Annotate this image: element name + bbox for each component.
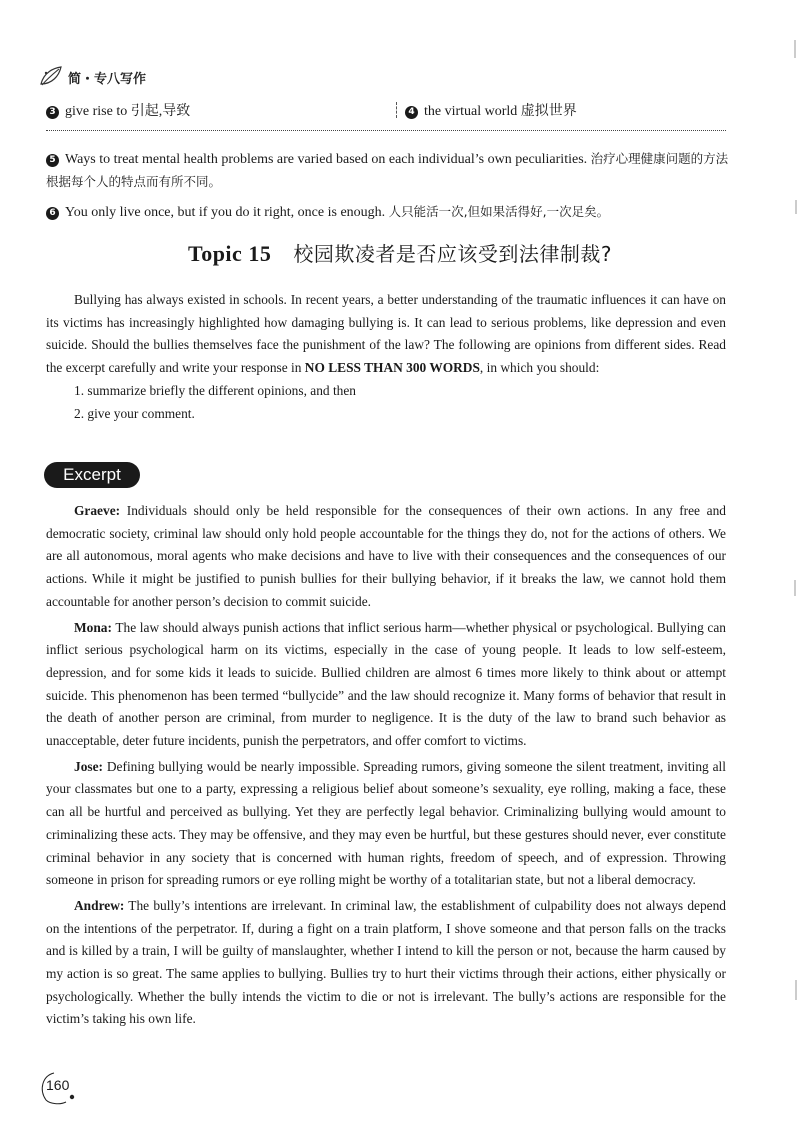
excerpt-section bbox=[46, 500, 726, 1031]
prompt-paragraph bbox=[46, 289, 726, 380]
prompt-section bbox=[46, 289, 726, 425]
topic-chinese-title: 校园欺凌者是否应该受到法律制裁? bbox=[293, 242, 612, 266]
prompt-text: Bullying has always existed in schools. In recent years, a better understanding of the traumatic influences it can have on its victims has increasingly highlighted how damaging bullying is. It can lead to serious problems, like depression and even suicide. Should the bullies themselves face the punishment of the law? The following are opinions from different sides. Read the excerpt carefully and write your response in bbox=[46, 292, 726, 376]
prompt-text-end: , in which you should: bbox=[479, 360, 600, 376]
vocab-row bbox=[46, 100, 736, 122]
list-item: 1. summarize briefly the different opinions, and then bbox=[74, 382, 356, 398]
opinion-graeve bbox=[46, 500, 726, 614]
opinion-text: The law should always punish actions that inflict serious harm—whether physical or psychological. Bullying can inflict serious psychological harm on its victims, especially in the case of young people. It leads to low self-esteem, depression, and for some kids it leads to suicide. Bullied children are almost 6 times more likely to think about or attempt suicide. This phenomenon has been termed “bullycide” and the law should recognize it. Many forms of behavior that result in the death of another person are criminal, from murder to negligence. It is the duty of the law to brand such behavior as unacceptable, deter future incidents, punish the perpetrators, and offer comfort to victims. bbox=[46, 619, 726, 749]
topic-label: Topic 15 bbox=[188, 241, 272, 266]
number-badge: 6 bbox=[46, 207, 59, 220]
leaf-logo-icon bbox=[38, 64, 64, 90]
tip-6 bbox=[46, 201, 736, 224]
page-number bbox=[36, 1070, 88, 1106]
speaker-name: Andrew: bbox=[74, 897, 125, 913]
number-badge: 4 bbox=[405, 106, 418, 119]
topic-title bbox=[0, 238, 800, 267]
vertical-divider bbox=[396, 102, 397, 118]
book-header bbox=[38, 64, 188, 90]
speaker-name: Graeve: bbox=[74, 503, 121, 518]
opinion-andrew bbox=[46, 895, 726, 1031]
opinion-mona bbox=[46, 617, 726, 753]
vocab-text: the virtual world 虚拟世界 bbox=[424, 104, 577, 119]
speaker-name: Jose: bbox=[74, 758, 104, 774]
opinion-text: Defining bullying would be nearly impossible. Spreading rumors, giving someone the silent treatment, inviting all your classmates but one to a party, expressing a religious belief about someone’s sexuality, eye rolling, making a face, these can all be hurtful and perceived as bullying. Yet they are perfectly legal behavior. Criminalizing bullying would amount to criminalizing these acts. They may be offensive, and they may even be hurtful, but these gestures should never, ever constitute criminal behavior in any society that is concerned with human rights, freedom of speech, and of expression. Throwing someone in prison for spreading rumors or eye rolling might be worthy of a totalitarian state, but not a liberal democracy. bbox=[46, 758, 726, 888]
list-item: 2. give your comment. bbox=[74, 405, 195, 421]
excerpt-badge: Excerpt bbox=[44, 462, 140, 488]
page-number-text: 160 bbox=[46, 1077, 70, 1093]
tip-chinese: 治疗心理健康问题的方法根据每个人的特点而有所不同。 bbox=[46, 151, 729, 189]
scan-edge-marks bbox=[790, 0, 800, 1132]
word-requirement: NO LESS THAN 300 WORDS bbox=[304, 360, 480, 376]
opinion-jose bbox=[46, 756, 726, 892]
opinion-text: Individuals should only be held responsible for the consequences of their own actions. In any free and democratic society, criminal law should only hold people accountable for the things they do, not for the actions of others. We are all autonomous, moral agents who make decisions and have to live with their consequences and the consequences of our actions. While it might be justified to punish bullies for their bullying behavior, if it breaks the law, we cannot hold them accountable for another person’s decision to commit suicide. bbox=[46, 503, 726, 609]
opinion-text: The bully’s intentions are irrelevant. In criminal law, the establishment of culpability does not always depend on the intentions of the perpetrator. If, during a fight on a train platform, I shove someone and that person falls on the tracks and is killed by a train, I will be guilty of manslaughter, whether I intend to kill the person or not, because the harm caused by my action is so great. The same applies to bullying. Bullies try to hurt their victims through their actions, either physically or psychologically. Whether the bully intends the victim to die or not is irrelevant. The bully’s actions are responsible for the victim’s taking his own life. bbox=[46, 897, 726, 1027]
tip-chinese: 人只能活一次,但如果活得好,一次足矣。 bbox=[388, 204, 610, 219]
number-badge: 3 bbox=[46, 106, 59, 119]
vocab-item-4 bbox=[396, 100, 577, 120]
vocab-text: give rise to 引起,导致 bbox=[65, 104, 191, 119]
tip-5 bbox=[46, 148, 736, 194]
speaker-name: Mona: bbox=[74, 619, 112, 635]
tip-english: Ways to treat mental health problems are varied based on each individual’s own peculiarities. bbox=[65, 152, 588, 167]
header-title: 简・专八写作 bbox=[68, 71, 147, 87]
number-badge: 5 bbox=[46, 154, 59, 167]
vocab-item-3 bbox=[46, 100, 190, 120]
tip-english: You only live once, but if you do it right, once is enough. bbox=[65, 205, 386, 220]
dotted-divider bbox=[46, 130, 726, 131]
